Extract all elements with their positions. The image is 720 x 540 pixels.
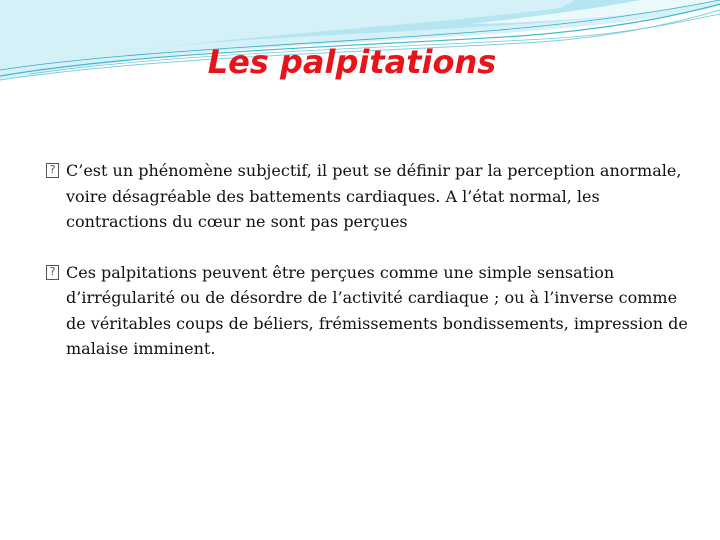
- missing-glyph-icon: ?: [46, 265, 59, 280]
- bullet-list: [46, 158, 696, 387]
- missing-glyph-icon: ?: [46, 163, 59, 178]
- bullet-item: [46, 260, 696, 362]
- bullet-item: [46, 158, 696, 235]
- bullet-text: Ces palpitations peuvent être perçues comme une simple sensation d’irrégularité ou de désordre de l’activité cardiaque ; ou à l’inverse comme de véritables coups de béliers, frémissements bondissements, impression de malaise imminent.: [66, 262, 688, 358]
- bullet-text: C’est un phénomène subjectif, il peut se définir par la perception anormale, voire désagréable des battements cardiaques. A l’état normal, les contractions du cœur ne sont pas perçues: [66, 161, 682, 231]
- slide-title: Les palpitations: [207, 43, 497, 81]
